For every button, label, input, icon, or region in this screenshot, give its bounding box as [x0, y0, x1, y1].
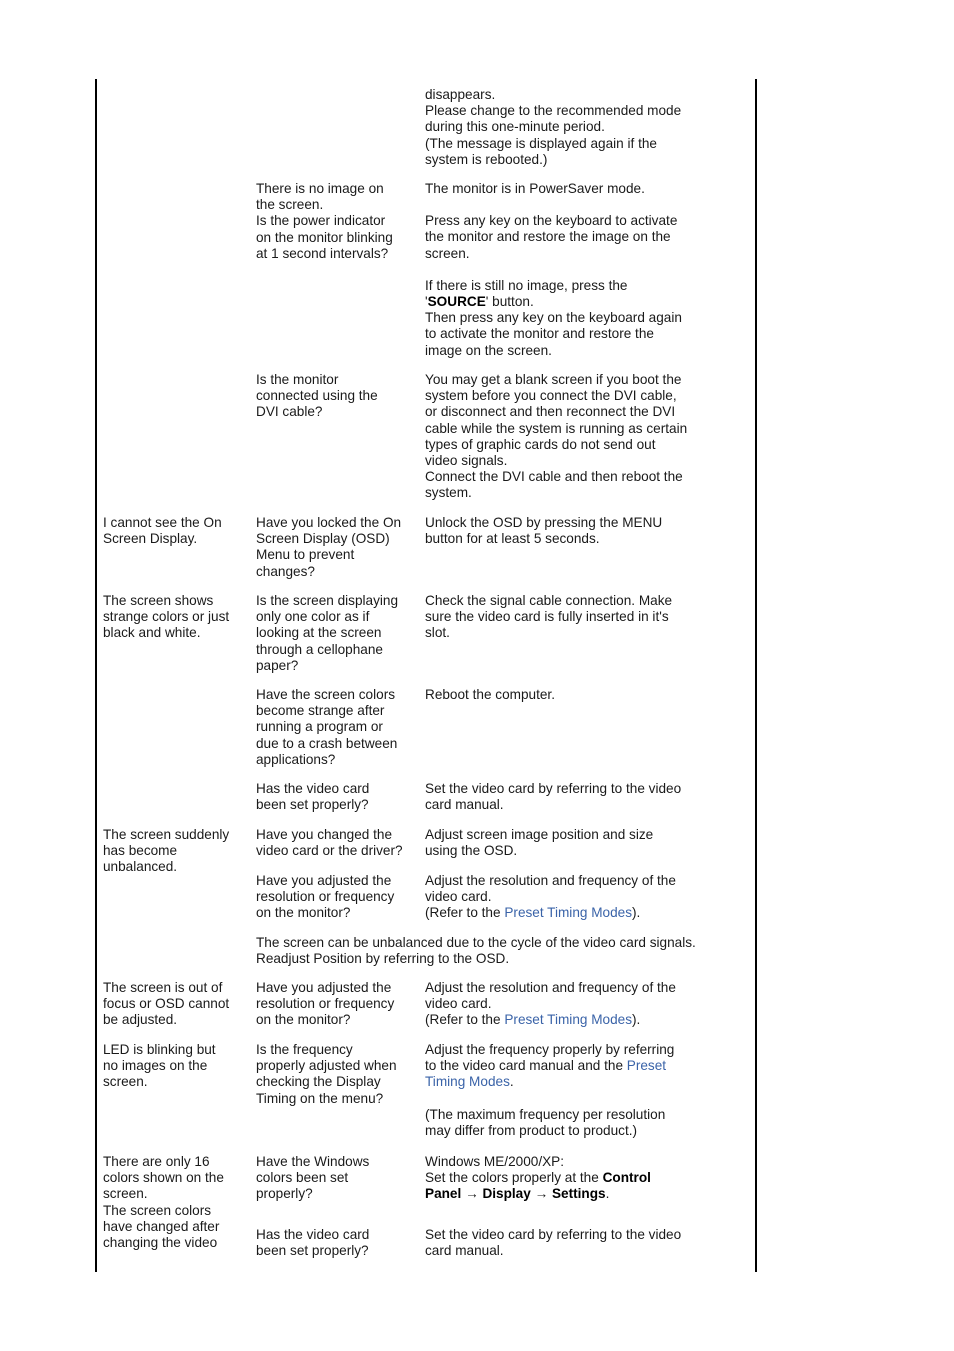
text-line: Check the signal cable connection. Make: [425, 593, 673, 608]
text-line: cable while the system is running as certain: [425, 420, 688, 436]
text-line: sure the video card is fully inserted in it's: [425, 609, 669, 625]
text-line: The screen suddenly: [103, 827, 230, 842]
text-line: changes?: [256, 563, 315, 579]
text-line: The screen can be unbalanced due to the cycle of the video card signals.: [256, 935, 696, 950]
check-cell: [256, 827, 403, 859]
solution-cell: [425, 1042, 674, 1139]
text-line: has become: [103, 843, 178, 859]
text-line: disappears.: [425, 87, 496, 102]
text-line: Panel → Display → Settings.: [425, 1186, 610, 1202]
solution-cell: [425, 827, 653, 859]
text-line: on the monitor?: [256, 1012, 351, 1028]
text-line: connected using the: [256, 388, 378, 404]
preset-link[interactable]: Preset: [626, 1058, 667, 1074]
text-line: running a program or: [256, 719, 383, 735]
text-line: Has the video card: [256, 781, 370, 796]
text-line: Adjust the resolution and frequency of the: [425, 980, 676, 995]
solution-cell: [425, 181, 682, 359]
text-line: Timing Modes.: [425, 1074, 514, 1090]
text-line: using the OSD.: [425, 843, 518, 859]
text-line: The screen is out of: [103, 980, 223, 995]
check-cell: [256, 1227, 369, 1259]
text-line: There are only 16: [103, 1154, 210, 1169]
text-line: Screen Display (OSD): [256, 531, 390, 547]
check-cell: [256, 781, 369, 813]
control-panel-label: Control: [602, 1170, 651, 1186]
text-line: to activate the monitor and restore the: [425, 326, 654, 342]
text-line: on the monitor?: [256, 905, 351, 921]
text-line: Adjust the frequency properly by referring: [425, 1042, 675, 1057]
symptom-cell: [103, 1042, 216, 1091]
text-line: through a cellophane: [256, 641, 383, 657]
solution-cell: [425, 372, 687, 502]
text-line: resolution or frequency: [256, 996, 395, 1012]
text-line: Press any key on the keyboard to activate: [425, 213, 678, 229]
text-line: button for at least 5 seconds.: [425, 531, 600, 547]
symptom-cell: [103, 827, 229, 876]
symptom-cell: [103, 593, 229, 642]
solution-cell: [425, 515, 662, 547]
text-line: strange colors or just: [103, 609, 230, 625]
text-line: due to a crash between: [256, 735, 398, 751]
text-line: screen.: [103, 1074, 148, 1090]
solution-cell: [425, 781, 681, 813]
text-line: The screen colors: [103, 1202, 212, 1218]
text-line: Is the frequency: [256, 1042, 353, 1057]
text-line: during this one-minute period.: [425, 119, 605, 135]
source-button-label: SOURCE: [427, 294, 486, 310]
text-line: black and white.: [103, 625, 201, 641]
text-line: The screen shows: [103, 593, 214, 608]
text-line: paper?: [256, 657, 299, 673]
preset-timing-modes-link[interactable]: Preset Timing Modes: [504, 1012, 633, 1028]
table-right-border: [755, 79, 757, 1272]
text-line: system is rebooted.): [425, 151, 548, 167]
text-line: resolution or frequency: [256, 889, 395, 905]
text-line: Have the screen colors: [256, 687, 396, 702]
text-line: properly adjusted when: [256, 1058, 397, 1074]
text-line: been set properly?: [256, 1243, 369, 1259]
check-cell: [256, 593, 398, 674]
text-line: have changed after: [103, 1218, 220, 1234]
text-line: properly?: [256, 1186, 313, 1202]
solution-cell: [425, 87, 681, 168]
text-line: Have you changed the: [256, 827, 393, 842]
text-line: Is the monitor: [256, 372, 339, 387]
text-line: focus or OSD cannot: [103, 996, 230, 1012]
text-line: the monitor and restore the image on the: [425, 229, 671, 245]
check-cell: [256, 1154, 369, 1203]
text-line: Windows ME/2000/XP:: [425, 1154, 565, 1169]
text-line: Menu to prevent: [256, 547, 355, 563]
solution-cell: [425, 687, 555, 703]
text-line: The monitor is in PowerSaver mode.: [425, 181, 645, 196]
text-line: only one color as if: [256, 609, 370, 625]
symptom-cell: [103, 1154, 224, 1251]
text-line: or disconnect and then reconnect the DVI: [425, 404, 676, 420]
text-line: You may get a blank screen if you boot the: [425, 372, 682, 387]
text-line: at 1 second intervals?: [256, 245, 389, 261]
check-cell: [256, 1042, 397, 1107]
text-line: Connect the DVI cable and then reboot the: [425, 469, 683, 485]
text-line: DVI cable?: [256, 404, 323, 420]
text-line: colors shown on the: [103, 1170, 224, 1186]
text-line: LED is blinking but: [103, 1042, 216, 1057]
text-line: card manual.: [425, 1243, 504, 1259]
solution-cell: [425, 1154, 651, 1203]
text-line: unbalanced.: [103, 859, 178, 875]
timing-modes-link[interactable]: Timing Modes: [425, 1074, 510, 1090]
text-line: no images on the: [103, 1058, 208, 1074]
text-line: image on the screen.: [425, 342, 552, 358]
check-cell: [256, 372, 378, 421]
solution-cell: [425, 593, 672, 642]
text-line: (The message is displayed again if the: [425, 135, 657, 151]
symptom-cell: [103, 980, 229, 1029]
right-arrow-icon: →: [534, 1186, 549, 1202]
text-line: video signals.: [425, 453, 508, 469]
text-line: looking at the screen: [256, 625, 382, 641]
text-line: video card.: [425, 996, 492, 1012]
solution-cell: [425, 1227, 681, 1259]
table-left-border: [95, 79, 97, 1272]
text-line: Set the video card by referring to the video: [425, 781, 682, 796]
text-line: Set the video card by referring to the video: [425, 1227, 682, 1242]
text-line: be adjusted.: [103, 1012, 178, 1028]
text-line: system.: [425, 485, 472, 501]
text-line: been set properly?: [256, 797, 369, 813]
text-line: types of graphic cards do not send out: [425, 436, 656, 452]
text-line: Is the power indicator: [256, 213, 386, 229]
text-line: slot.: [425, 625, 450, 641]
text-line: Adjust screen image position and size: [425, 827, 654, 842]
text-line: Have you adjusted the: [256, 980, 392, 995]
text-line: Has the video card: [256, 1227, 370, 1242]
text-line: 'SOURCE' button.: [425, 294, 534, 310]
text-line: screen.: [425, 245, 470, 261]
text-line: screen.: [103, 1186, 148, 1202]
preset-timing-modes-link[interactable]: Preset Timing Modes: [504, 905, 633, 921]
text-line: (Refer to the Preset Timing Modes).: [425, 905, 641, 921]
text-line: Please change to the recommended mode: [425, 103, 682, 119]
text-line: There is no image on: [256, 181, 384, 196]
text-line: checking the Display: [256, 1074, 381, 1090]
solution-cell: [425, 873, 676, 922]
check-cell: [256, 980, 394, 1029]
text-line: Have the Windows: [256, 1154, 370, 1169]
text-line: the screen.: [256, 197, 324, 213]
text-line: Then press any key on the keyboard again: [425, 310, 682, 326]
text-line: video card or the driver?: [256, 843, 403, 859]
solution-cell: [425, 980, 676, 1029]
note-cell: [256, 935, 696, 967]
text-line: become strange after: [256, 703, 385, 719]
text-line: (Refer to the Preset Timing Modes).: [425, 1012, 641, 1028]
text-line: may differ from product to product.): [425, 1122, 638, 1138]
check-cell: [256, 687, 397, 768]
text-line: card manual.: [425, 797, 504, 813]
check-cell: [256, 515, 401, 580]
check-cell: [256, 181, 393, 262]
text-line: Have you locked the On: [256, 515, 402, 530]
text-line: (The maximum frequency per resolution: [425, 1106, 666, 1122]
text-line: applications?: [256, 751, 336, 767]
text-line: Reboot the computer.: [425, 687, 555, 702]
symptom-cell: [103, 515, 222, 547]
text-line: Is the screen displaying: [256, 593, 399, 608]
text-line: Set the colors properly at the Control: [425, 1170, 651, 1186]
text-line: colors been set: [256, 1170, 349, 1186]
text-line: If there is still no image, press the: [425, 277, 628, 293]
right-arrow-icon: →: [465, 1186, 479, 1202]
text-line: to the video card manual and the Preset: [425, 1058, 667, 1074]
text-line: Timing on the menu?: [256, 1090, 384, 1106]
text-line: video card.: [425, 889, 492, 905]
text-line: Screen Display.: [103, 531, 198, 547]
text-line: I cannot see the On: [103, 515, 222, 530]
text-line: Readjust Position by referring to the OSD.: [256, 951, 510, 967]
text-line: changing the video: [103, 1235, 218, 1251]
text-line: system before you connect the DVI cable,: [425, 388, 677, 404]
check-cell: [256, 873, 394, 922]
text-line: Adjust the resolution and frequency of the: [425, 873, 676, 888]
text-line: Have you adjusted the: [256, 873, 392, 888]
text-line: Unlock the OSD by pressing the MENU: [425, 515, 663, 530]
text-line: on the monitor blinking: [256, 229, 393, 245]
